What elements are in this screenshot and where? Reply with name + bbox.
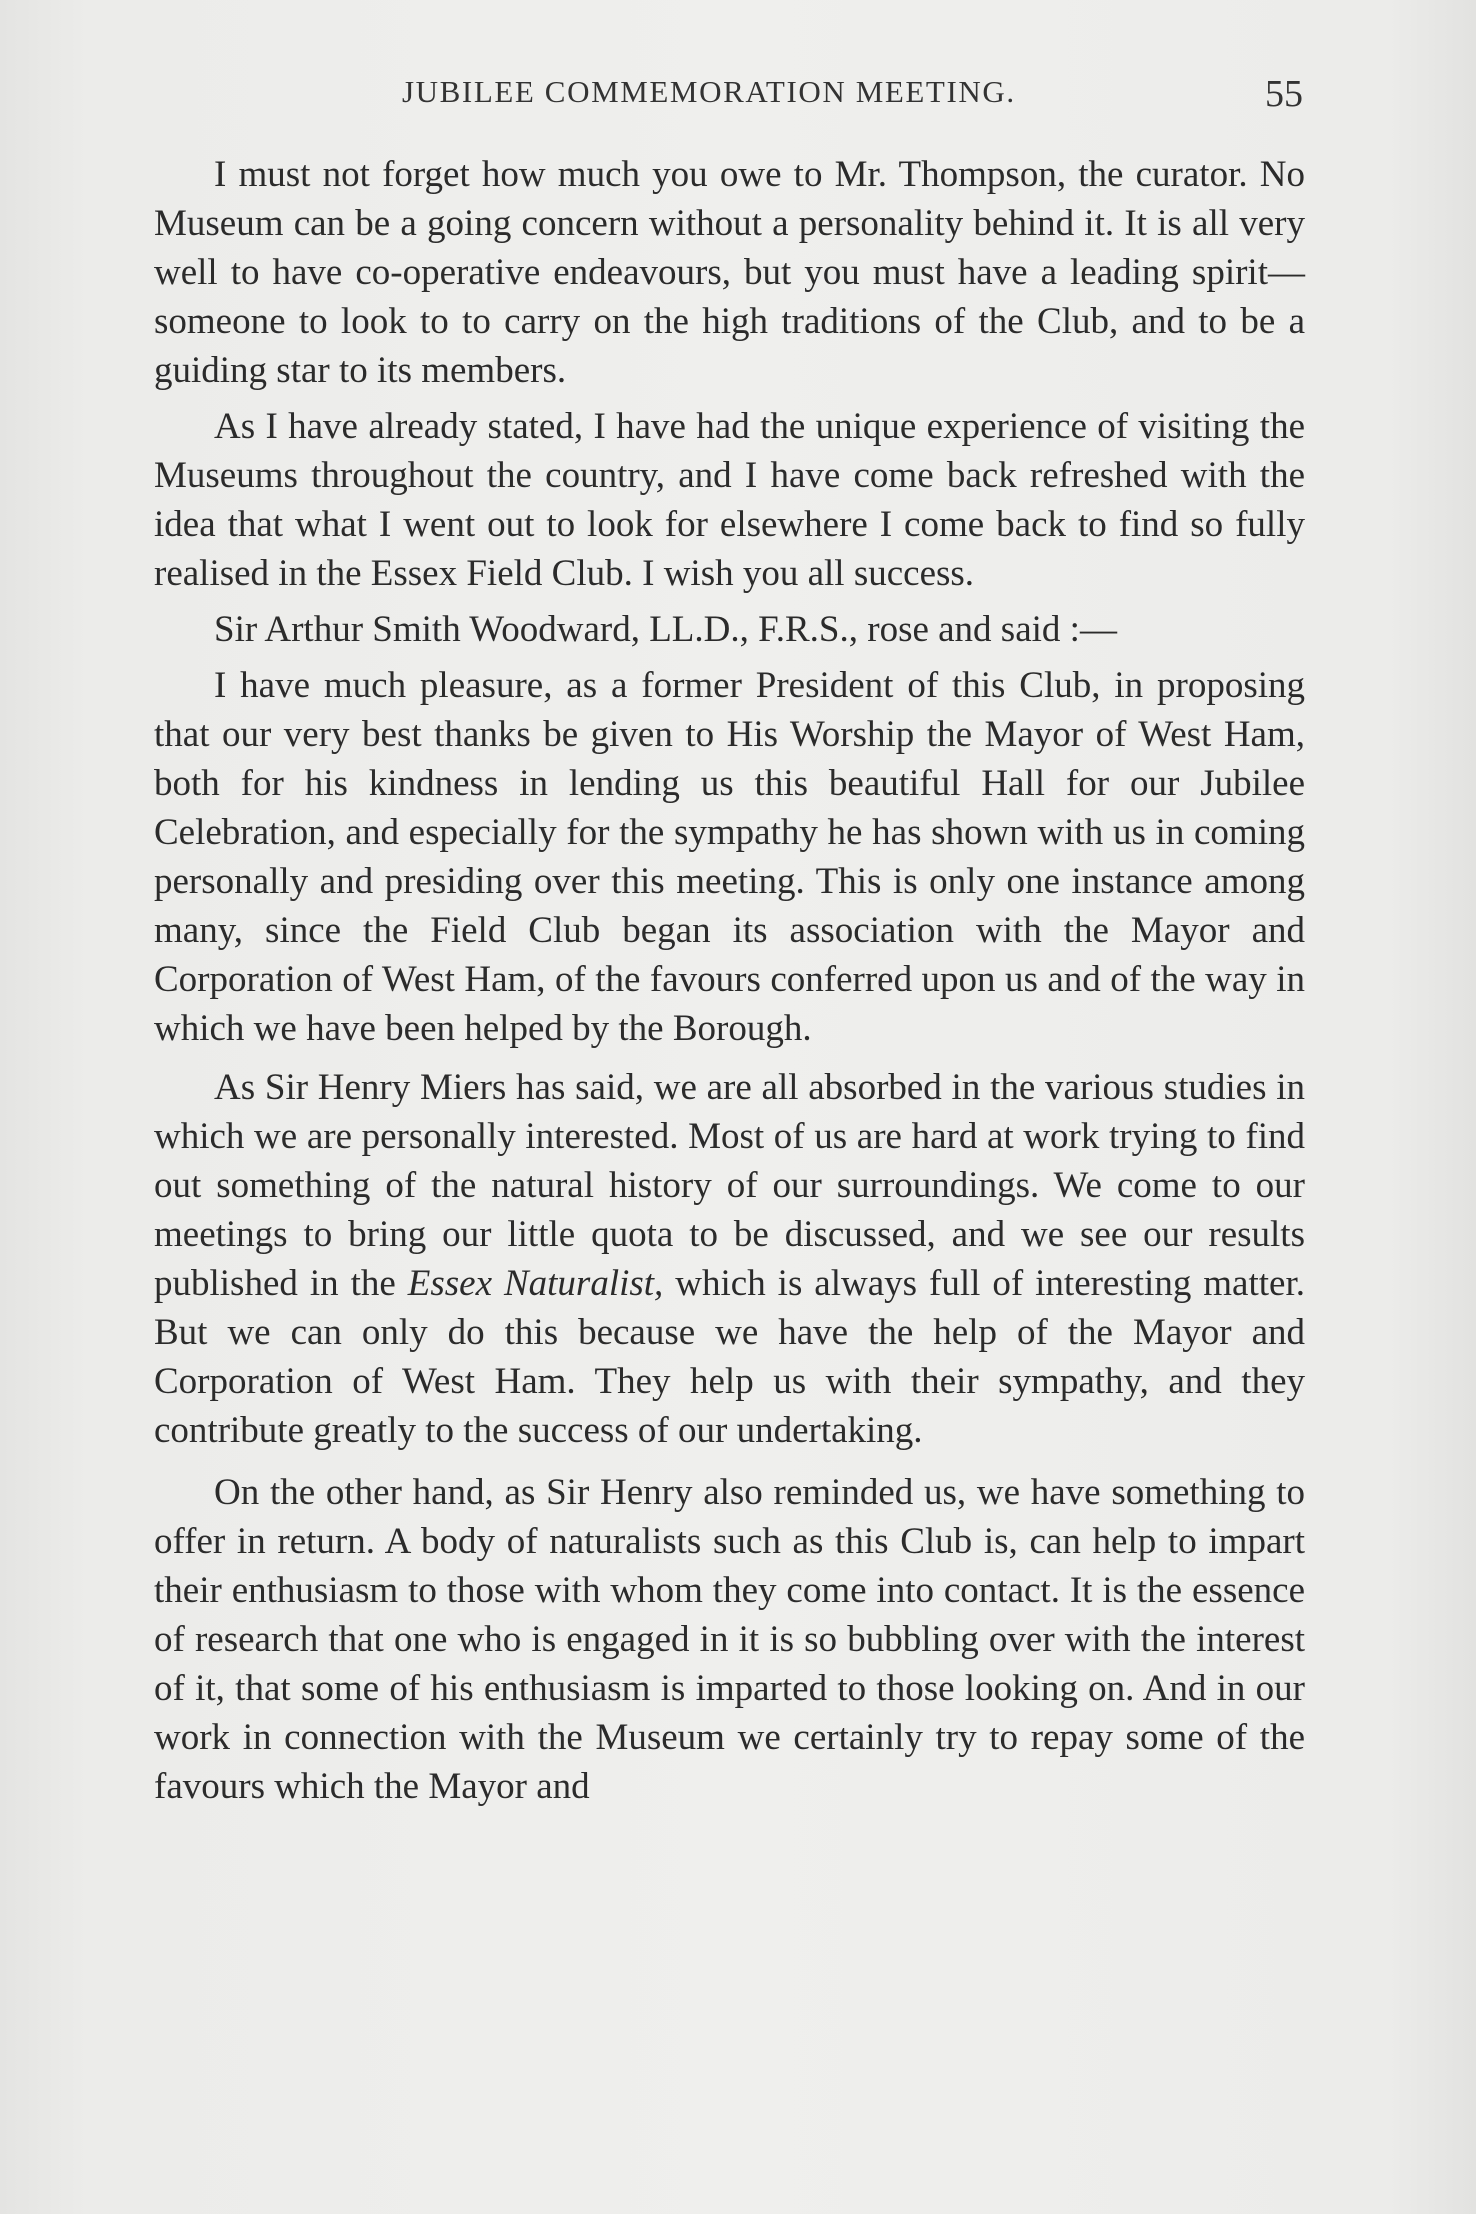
body-text: [154, 150, 1305, 1811]
paragraph-woodward-rose: Sir Arthur Smith Woodward, LL.D., F.R.S., rose and said :—: [214, 609, 1117, 650]
journal-title: Essex Naturalist,: [407, 1263, 664, 1304]
paragraph-studies-part-1: As Sir Henry Miers has said, we are all absorbed in the various studies in which we are personally interested. Most of us are hard at work trying to find out something of the natural history of our surroundings. We come to our meetings to bring our little quota to be discussed, and we see our results published in the: [154, 1067, 1305, 1304]
paragraph-studies: [154, 1063, 1305, 1455]
paragraph-vote-of-thanks: I have much pleasure, as a former President of this Club, in proposing that our very best thanks be given to His Worship the Mayor of West Ham, both for his kindness in lending us this beautiful Hall for our Jubilee Celebration, and especially for the sympathy he has shown with us in coming personally and presiding over this meeting. This is only one instance among many, since the Field Club began its association with the Mayor and Corporation of West Ham, of the favours conferred upon us and of the way in which we have been helped by the Borough.: [154, 665, 1305, 1049]
paragraph-offer-in-return: On the other hand, as Sir Henry also reminded us, we have something to offer in return. A body of naturalists such as this Club is, can help to impart their enthusiasm to those with whom they come into contact. It is the essence of research that one who is engaged in it is so bubbling over with the interest of it, that some of his enthusiasm is imparted to those looking on. And in our work in connection with the Museum we certainly try to repay some of the favours which the Mayor and: [154, 1472, 1305, 1807]
running-title: JUBILEE COMMEMORATION MEETING.: [402, 74, 1016, 109]
paragraph-thompson-curator: I must not forget how much you owe to Mr. Thompson, the curator. No Museum can be a going concern without a personality behind it. It is all very well to have co-operative endeavours, but you must have a leading spirit—someone to look to to carry on the high traditions of the Club, and to be a guiding star to its members.: [154, 154, 1305, 391]
paragraph-museums-visit: As I have already stated, I have had the unique experience of visiting the Museums throughout the country, and I have come back refreshed with the idea that what I went out to look for elsewhere I come back to find so fully realised in the Essex Field Club. I wish you all success.: [154, 406, 1305, 594]
page-number: 55: [1265, 73, 1303, 115]
running-head: [0, 74, 1476, 124]
paragraph-studies-part-2: which is always full of interesting matter. But we can only do this because we have the help of the Mayor and Corporation of West Ham. They help us with their sympathy, and they contribute greatly to the success of our undertaking.: [154, 1263, 1305, 1451]
